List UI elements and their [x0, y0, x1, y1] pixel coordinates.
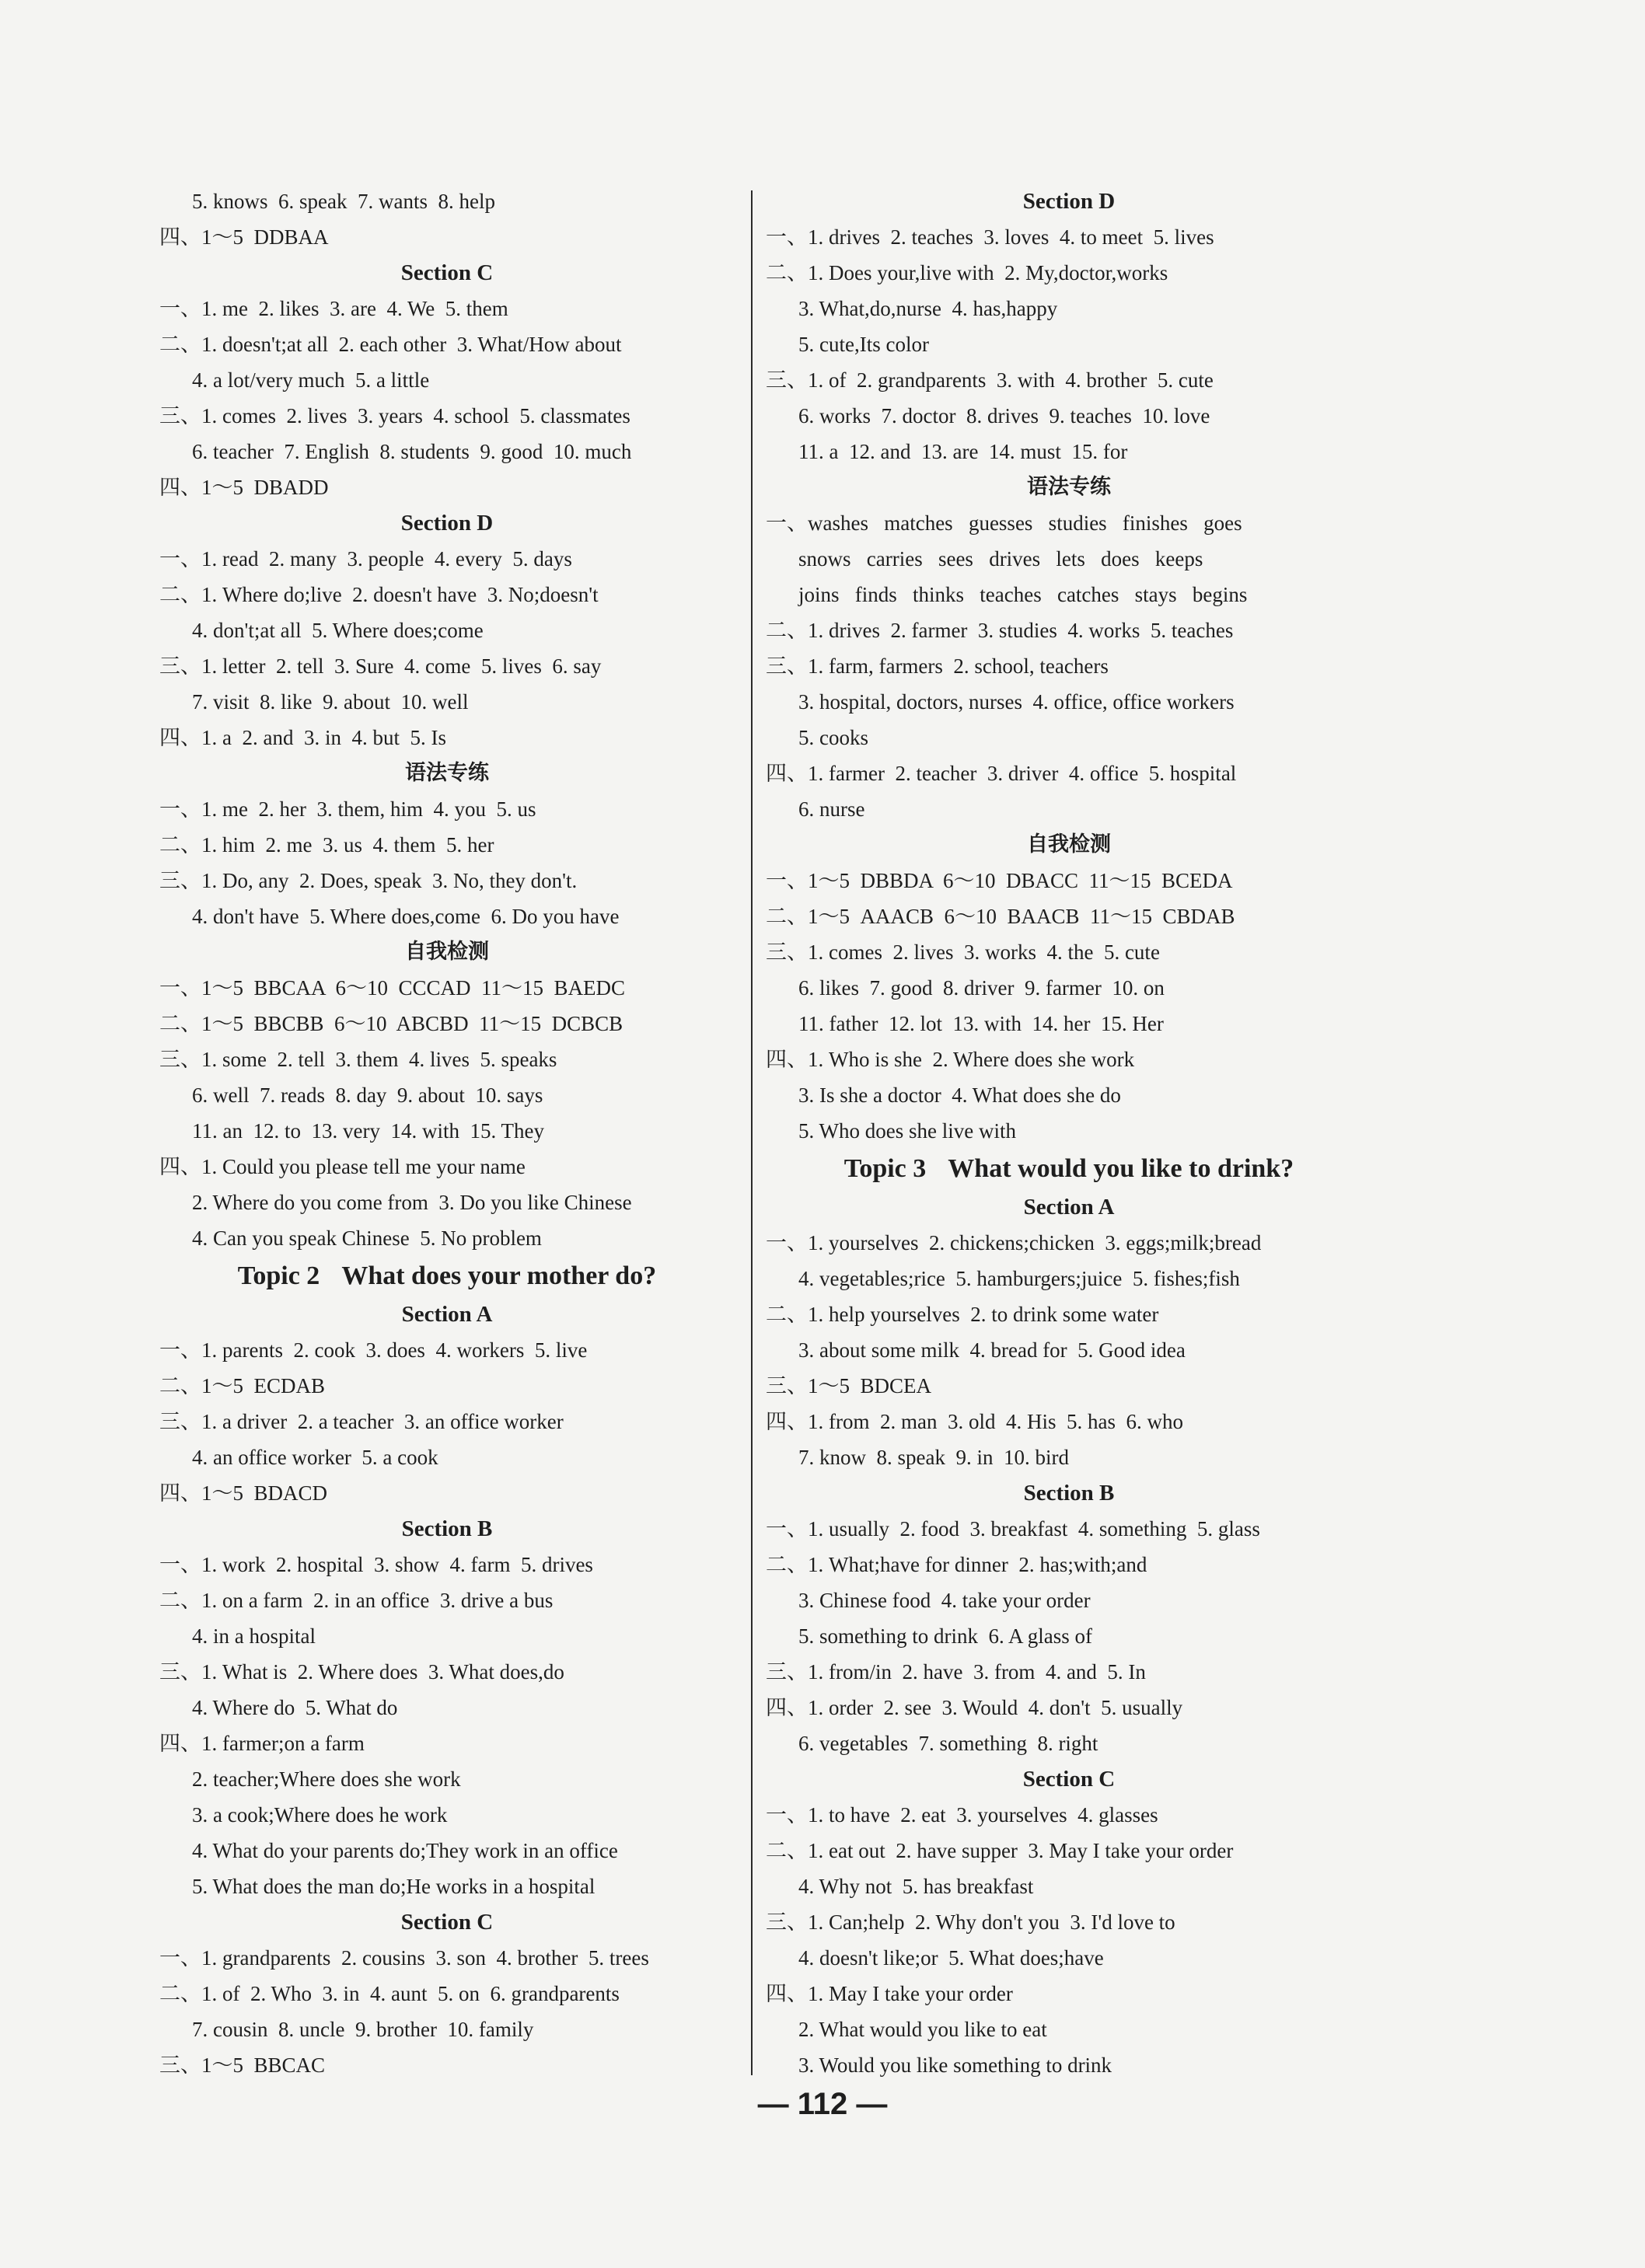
answer-line: 5. What does the man do;He works in a hospital [192, 1875, 595, 1898]
topic-title: What does your mother do? [341, 1261, 657, 1290]
answer-line: 四、1. Who is she 2. Where does she work [766, 1048, 1135, 1071]
answer-line: 4. Where do 5. What do [192, 1696, 398, 1719]
answer-line: 一、1～5 DBBDA 6～10 DBACC 11～15 BCEDA [766, 869, 1233, 892]
answer-line: 三、1. Do, any 2. Does, speak 3. No, they don't. [159, 869, 578, 892]
answer-line: 4. vegetables;rice 5. hamburgers;juice 5. fishes;fish [798, 1267, 1240, 1290]
topic-heading [159, 1256, 735, 1296]
answer-line: 一、washes matches guesses studies finishes goes [766, 511, 1242, 535]
answer-line: 7. know 8. speak 9. in 10. bird [798, 1446, 1069, 1469]
answer-line: 一、1. me 2. likes 3. are 4. We 5. them [159, 297, 508, 320]
answer-line: 三、1. a driver 2. a teacher 3. an office worker [159, 1410, 564, 1433]
answer-line: 四、1. order 2. see 3. Would 4. don't 5. usually [766, 1696, 1183, 1719]
left-column [159, 183, 735, 2083]
answer-line: 二、1～5 ECDAB [159, 1374, 326, 1397]
answer-line: 二、1. help yourselves 2. to drink some water [766, 1303, 1159, 1326]
answer-line: 6. vegetables 7. something 8. right [798, 1732, 1098, 1755]
section-heading: Section B [1023, 1481, 1115, 1506]
column-divider [751, 190, 753, 2075]
answer-line: 一、1. to have 2. eat 3. yourselves 4. glasses [766, 1803, 1158, 1827]
answer-line: 二、1. him 2. me 3. us 4. them 5. her [159, 833, 494, 857]
answer-line: 3. hospital, doctors, nurses 4. office, office workers [798, 690, 1235, 714]
answer-line: 4. in a hospital [192, 1624, 316, 1648]
answer-line: 5. knows 6. speak 7. wants 8. help [192, 190, 495, 213]
answer-line: 4. What do your parents do;They work in an office [192, 1839, 618, 1862]
answer-line: 二、1. eat out 2. have supper 3. May I take your order [766, 1839, 1234, 1862]
answer-line: 4. Why not 5. has breakfast [798, 1875, 1034, 1898]
answer-line: 5. something to drink 6. A glass of [798, 1624, 1092, 1648]
answer-line: 二、1. Where do;live 2. doesn't have 3. No;doesn't [159, 583, 599, 606]
answer-line: 4. don't have 5. Where does,come 6. Do you have [192, 905, 620, 928]
answer-line: 2. teacher;Where does she work [192, 1767, 461, 1791]
topic-heading [766, 1149, 1372, 1189]
answer-line: 二、1～5 AAACB 6～10 BAACB 11～15 CBDAB [766, 905, 1235, 928]
answer-line: 三、1. What is 2. Where does 3. What does,do [159, 1660, 564, 1684]
answer-line: 三、1. of 2. grandparents 3. with 4. brother 5. cute [766, 368, 1214, 392]
answer-line: 4. an office worker 5. a cook [192, 1446, 438, 1469]
answer-line: 二、1～5 BBCBB 6～10 ABCBD 11～15 DCBCB [159, 1012, 623, 1035]
answer-line: 三、1. Can;help 2. Why don't you 3. I'd love to [766, 1910, 1175, 1934]
answer-line: 一、1. me 2. her 3. them, him 4. you 5. us [159, 797, 536, 821]
section-heading: 语法专练 [405, 761, 489, 785]
answer-line: 一、1. parents 2. cook 3. does 4. workers 5. live [159, 1338, 588, 1362]
answer-line: 4. doesn't like;or 5. What does;have [798, 1946, 1104, 1970]
answer-line: 四、1. farmer;on a farm [159, 1732, 365, 1755]
answer-line: 一、1. drives 2. teaches 3. loves 4. to meet 5. lives [766, 225, 1214, 249]
answer-line: 3. Chinese food 4. take your order [798, 1589, 1091, 1612]
answer-line: 6. likes 7. good 8. driver 9. farmer 10. on [798, 976, 1165, 1000]
answer-line: 2. What would you like to eat [798, 2018, 1047, 2041]
answer-line: 一、1～5 BBCAA 6～10 CCCAD 11～15 BAEDC [159, 976, 626, 1000]
answer-line: 二、1. on a farm 2. in an office 3. drive a bus [159, 1589, 554, 1612]
answer-line: 二、1. of 2. Who 3. in 4. aunt 5. on 6. grandparents [159, 1982, 620, 2005]
answer-line: 11. an 12. to 13. very 14. with 15. They [192, 1119, 544, 1143]
section-heading: 语法专练 [1027, 475, 1111, 499]
answer-line: 5. cute,Its color [798, 333, 929, 356]
answer-line: 三、1～5 BDCEA [766, 1374, 932, 1397]
section-heading: 自我检测 [1027, 832, 1111, 857]
section-heading: Section A [1023, 1195, 1115, 1219]
answer-line: snows carries sees drives lets does keeps [798, 547, 1203, 570]
answer-line: 三、1. farm, farmers 2. school, teachers [766, 654, 1109, 678]
answer-line: 5. cooks [798, 726, 868, 749]
right-column [766, 183, 1372, 2083]
answer-line: 7. cousin 8. uncle 9. brother 10. family [192, 2018, 534, 2041]
section-heading: Section D [400, 511, 494, 536]
answer-line: 2. Where do you come from 3. Do you like Chinese [192, 1191, 632, 1214]
answer-line: 三、1. some 2. tell 3. them 4. lives 5. speaks [159, 1048, 557, 1071]
answer-line: 4. a lot/very much 5. a little [192, 368, 430, 392]
topic-title: What would you like to drink? [948, 1154, 1294, 1183]
answer-line: 7. visit 8. like 9. about 10. well [192, 690, 469, 714]
answer-line: 一、1. usually 2. food 3. breakfast 4. something 5. glass [766, 1517, 1260, 1540]
section-heading: Section A [401, 1302, 493, 1327]
answer-line: 三、1. from/in 2. have 3. from 4. and 5. In [766, 1660, 1146, 1684]
answer-line: 6. nurse [798, 797, 865, 821]
answer-line: 一、1. grandparents 2. cousins 3. son 4. brother 5. trees [159, 1946, 649, 1970]
answer-line: 3. Would you like something to drink [798, 2053, 1112, 2077]
answer-line: 四、1～5 DDBAA [159, 225, 329, 249]
answer-line: 三、1. comes 2. lives 3. years 4. school 5. classmates [159, 404, 630, 427]
section-heading: Section C [400, 1910, 494, 1935]
answer-line: 3. about some milk 4. bread for 5. Good idea [798, 1338, 1186, 1362]
answer-line: 四、1. a 2. and 3. in 4. but 5. Is [159, 726, 446, 749]
answer-line: 四、1. from 2. man 3. old 4. His 5. has 6. who [766, 1410, 1183, 1433]
answer-line: 二、1. doesn't;at all 2. each other 3. What/How about [159, 333, 622, 356]
answer-line: 一、1. yourselves 2. chickens;chicken 3. eggs;milk;bread [766, 1231, 1262, 1254]
answer-line: 6. works 7. doctor 8. drives 9. teaches 10. love [798, 404, 1210, 427]
section-heading: Section C [400, 260, 494, 285]
answer-line: 一、1. work 2. hospital 3. show 4. farm 5. drives [159, 1553, 593, 1576]
answer-line: 四、1. farmer 2. teacher 3. driver 4. office 5. hospital [766, 762, 1237, 785]
answer-line: 一、1. read 2. many 3. people 4. every 5. days [159, 547, 572, 570]
answer-line: 5. Who does she live with [798, 1119, 1016, 1143]
answer-line: 6. teacher 7. English 8. students 9. good 10. much [192, 440, 632, 463]
section-heading: Section C [1022, 1767, 1116, 1792]
answer-line: joins finds thinks teaches catches stays begins [798, 583, 1248, 606]
answer-line: 四、1. Could you please tell me your name [159, 1155, 526, 1178]
answer-line: 三、1. letter 2. tell 3. Sure 4. come 5. lives 6. say [159, 654, 602, 678]
section-heading: Section D [1022, 189, 1116, 214]
answer-line: 四、1～5 BDACD [159, 1481, 328, 1505]
answer-line: 3. Is she a doctor 4. What does she do [798, 1083, 1121, 1107]
topic-number: Topic 2 [237, 1261, 320, 1290]
answer-line: 四、1～5 DBADD [159, 476, 329, 499]
answer-line: 三、1. comes 2. lives 3. works 4. the 5. cute [766, 940, 1160, 964]
section-heading: 自我检测 [405, 940, 489, 964]
answer-line: 4. Can you speak Chinese 5. No problem [192, 1226, 542, 1250]
section-heading: Section B [401, 1516, 493, 1541]
answer-line: 二、1. What;have for dinner 2. has;with;and [766, 1553, 1147, 1576]
page-number: — 112 — [757, 2087, 888, 2121]
answer-line: 四、1. May I take your order [766, 1982, 1013, 2005]
answer-line: 三、1～5 BBCAC [159, 2053, 326, 2077]
answer-line: 11. a 12. and 13. are 14. must 15. for [798, 440, 1128, 463]
answer-line: 11. father 12. lot 13. with 14. her 15. Her [798, 1012, 1164, 1035]
answer-line: 4. don't;at all 5. Where does;come [192, 619, 484, 642]
answer-line: 6. well 7. reads 8. day 9. about 10. says [192, 1083, 543, 1107]
topic-number: Topic 3 [843, 1154, 927, 1183]
answer-line: 3. a cook;Where does he work [192, 1803, 448, 1827]
answer-line: 二、1. drives 2. farmer 3. studies 4. works 5. teaches [766, 619, 1234, 642]
answer-line: 3. What,do,nurse 4. has,happy [798, 297, 1058, 320]
answer-line: 二、1. Does your,live with 2. My,doctor,works [766, 261, 1168, 284]
